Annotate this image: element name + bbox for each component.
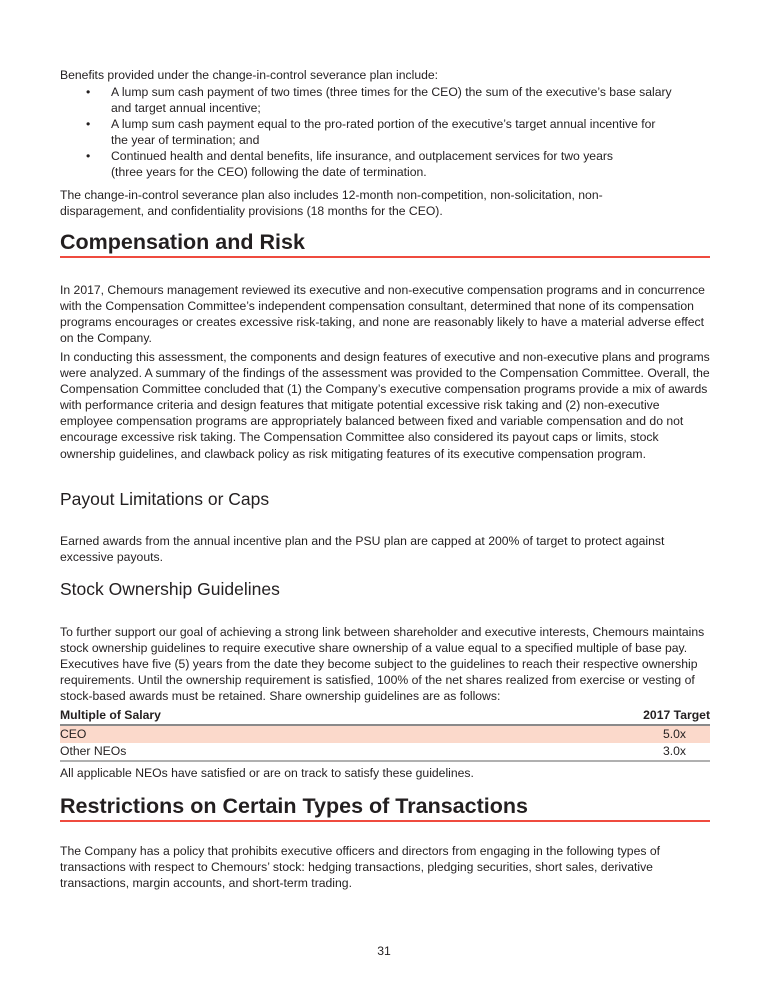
column-header-multiple: Multiple of Salary [60, 707, 451, 725]
column-header-target: 2017 Target [451, 707, 710, 725]
stock-ownership-paragraph: To further support our goal of achieving a strong link between shareholder and executive interests, Chemours maintains stock ownership guidelines to require executive share ownership of a value equal to a specified multiple of base pay. Executives have five (5) years from the date they become subject to the guidelines to reach their respective ownership requirements. Until the ownership requirement is satisfied, 100% of the net shares realized from exercise or vesting of stock-based awards must be retained. Share ownership guidelines are as follows: [60, 625, 705, 704]
list-item: • A lump sum cash payment equal to the pro-rated portion of the executive’s target annual incentive for the year of termination; and [86, 117, 656, 148]
table-row [60, 743, 710, 761]
table-row [60, 725, 710, 743]
table-header-row [60, 707, 710, 725]
ownership-guidelines-table [60, 707, 710, 762]
restrictions-paragraph: The Company has a policy that prohibits executive officers and directors from engaging in the following types of transactions with respect to Chemours’ stock: hedging transactions, pledging securities, short sales, derivative transactions, margin accounts, and short-term trading. [60, 844, 660, 891]
payout-paragraph: Earned awards from the annual incentive plan and the PSU plan are capped at 200% of target to protect against excessive payouts. [60, 534, 665, 565]
section-title-compensation-risk: Compensation and Risk [60, 229, 710, 258]
cell-role: Other NEOs [60, 743, 451, 761]
cell-role: CEO [60, 725, 451, 743]
cic-paragraph: The change-in-control severance plan also includes 12-month non-competition, non-solicitation, non-disparagement, and confidentiality provisions (18 months for the CEO). [60, 188, 603, 219]
page-number: 31 [377, 944, 391, 958]
subsection-title-payout: Payout Limitations or Caps [60, 489, 270, 509]
bullet-icon: • [86, 85, 91, 99]
benefits-list [60, 84, 710, 181]
subsection-title-stock-ownership: Stock Ownership Guidelines [60, 579, 280, 599]
comp-risk-paragraph-2: In conducting this assessment, the components and design features of executive and non-executive plans and programs were analyzed. A summary of the findings of the assessment was provided to the Compensation Committee. Overall, the Compensation Committee concluded that (1) the Company’s executive compensation programs provide a mix of awards with performance criteria and design features that mitigate potential excessive risk taking and (2) non-executive employee compensation programs are appropriately balanced between fixed and variable compensation and do not encourage excessive risk taking. The Compensation Committee also considered its payout caps or limits, stock ownership guidelines, and clawback policy as risk mitigating features of its executive compensation program. [60, 350, 710, 461]
bullet-icon: • [86, 149, 91, 164]
comp-risk-paragraph-1: In 2017, Chemours management reviewed its executive and non-executive compensation programs and in concurrence with the Compensation Committee’s independent compensation consultant, determined that none of its compensation programs encourages or creates excessive risk-taking, and none are reasonably likely to have a material adverse effect on the Company. [60, 283, 705, 346]
bullet-icon: • [86, 117, 91, 132]
list-item: • A lump sum cash payment of two times (three times for the CEO) the sum of the executive’s base salary and target annual incentive; [86, 85, 672, 116]
cell-target: 3.0x [451, 743, 710, 761]
section-title-restrictions: Restrictions on Certain Types of Transactions [60, 793, 710, 822]
cell-target: 5.0x [451, 725, 710, 743]
benefits-intro: Benefits provided under the change-in-control severance plan include: [60, 68, 439, 82]
guidelines-note: All applicable NEOs have satisfied or are on track to satisfy these guidelines. [60, 766, 474, 780]
list-item: • Continued health and dental benefits, life insurance, and outplacement services for two years (three years for the CEO) following the date of termination. [86, 149, 614, 180]
